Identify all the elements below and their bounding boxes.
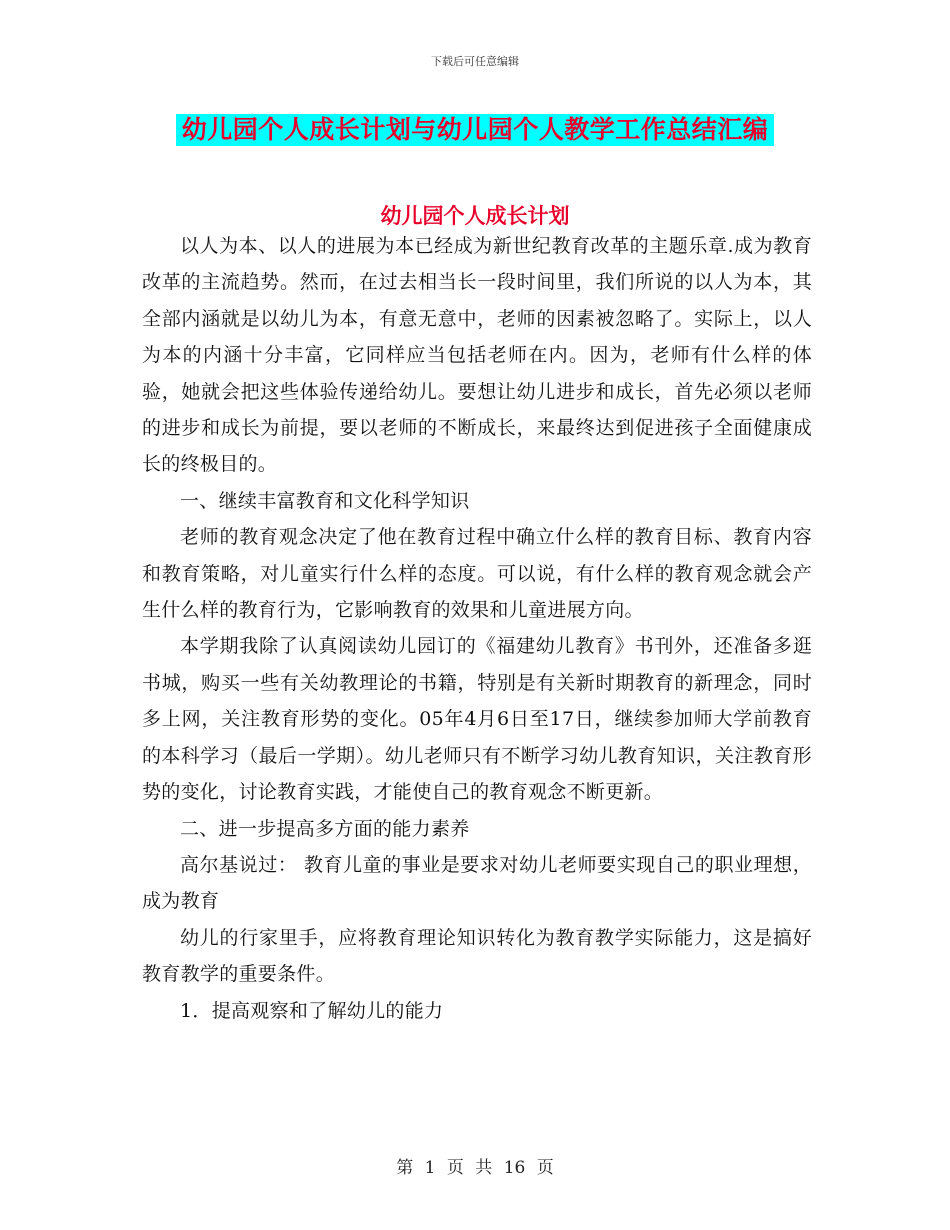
- heading-knowledge: 一、继续丰富教育和文化科学知识: [180, 489, 470, 512]
- paragraph-gorky-quote: 高尔基说过： 教育儿童的事业是要求对幼儿老师要实现自己的职业理想，成为教育: [142, 853, 812, 913]
- section-title: 幼儿园个人成长计划: [380, 203, 570, 228]
- paragraph-semester-plan: 本学期我除了认真阅读幼儿园订的《福建幼儿教育》书刊外，还准备多逛书城，购买一些有关幼教理论的书籍，特别是有关新时期教育的新理念，同时多上网，关注教育形势的变化。05年4月6日至17日，继续参加师大学前教育的本科学习（最后一学期）。幼儿老师只有不断学习幼儿教育知识，关注教育形势的变化，讨论教育实践，才能使自己的教育观念不断更新。: [142, 635, 812, 804]
- document-body: [142, 228, 812, 1029]
- heading-abilities: 二、进一步提高多方面的能力素养: [180, 817, 470, 840]
- paragraph-expert: 幼儿的行家里手，应将教育理论知识转化为教育教学实际能力，这是搞好教育教学的重要条件。: [142, 926, 812, 986]
- document-title: 幼儿园个人成长计划与幼儿园个人教学工作总结汇编: [176, 114, 775, 146]
- page-header: 下载后可任意编辑: [431, 55, 519, 68]
- document-title-wrapper: [0, 114, 950, 146]
- paragraph-education-concept: 老师的教育观念决定了他在教育过程中确立什么样的教育目标、教育内容和教育策略，对儿童实行什么样的态度。可以说，有什么样的教育观念就会产生什么样的教育行为，它影响教育的效果和儿童进展方向。: [142, 526, 812, 622]
- page-footer: 第 1 页 共 16 页: [396, 1158, 554, 1178]
- heading-observation: 1．提高观察和了解幼儿的能力: [180, 999, 444, 1022]
- paragraph-intro: 以人为本、以人的进展为本已经成为新世纪教育改革的主题乐章.成为教育改革的主流趋势。然而，在过去相当长一段时间里，我们所说的以人为本，其全部内涵就是以幼儿为本，有意无意中，老师的因素被忽略了。实际上，以人为本的内涵十分丰富，它同样应当包括老师在内。因为，老师有什么样的体验，她就会把这些体验传递给幼儿。要想让幼儿进步和成长，首先必须以老师的进步和成长为前提，要以老师的不断成长，来最终达到促进孩子全面健康成长的终极目的。: [142, 235, 812, 476]
